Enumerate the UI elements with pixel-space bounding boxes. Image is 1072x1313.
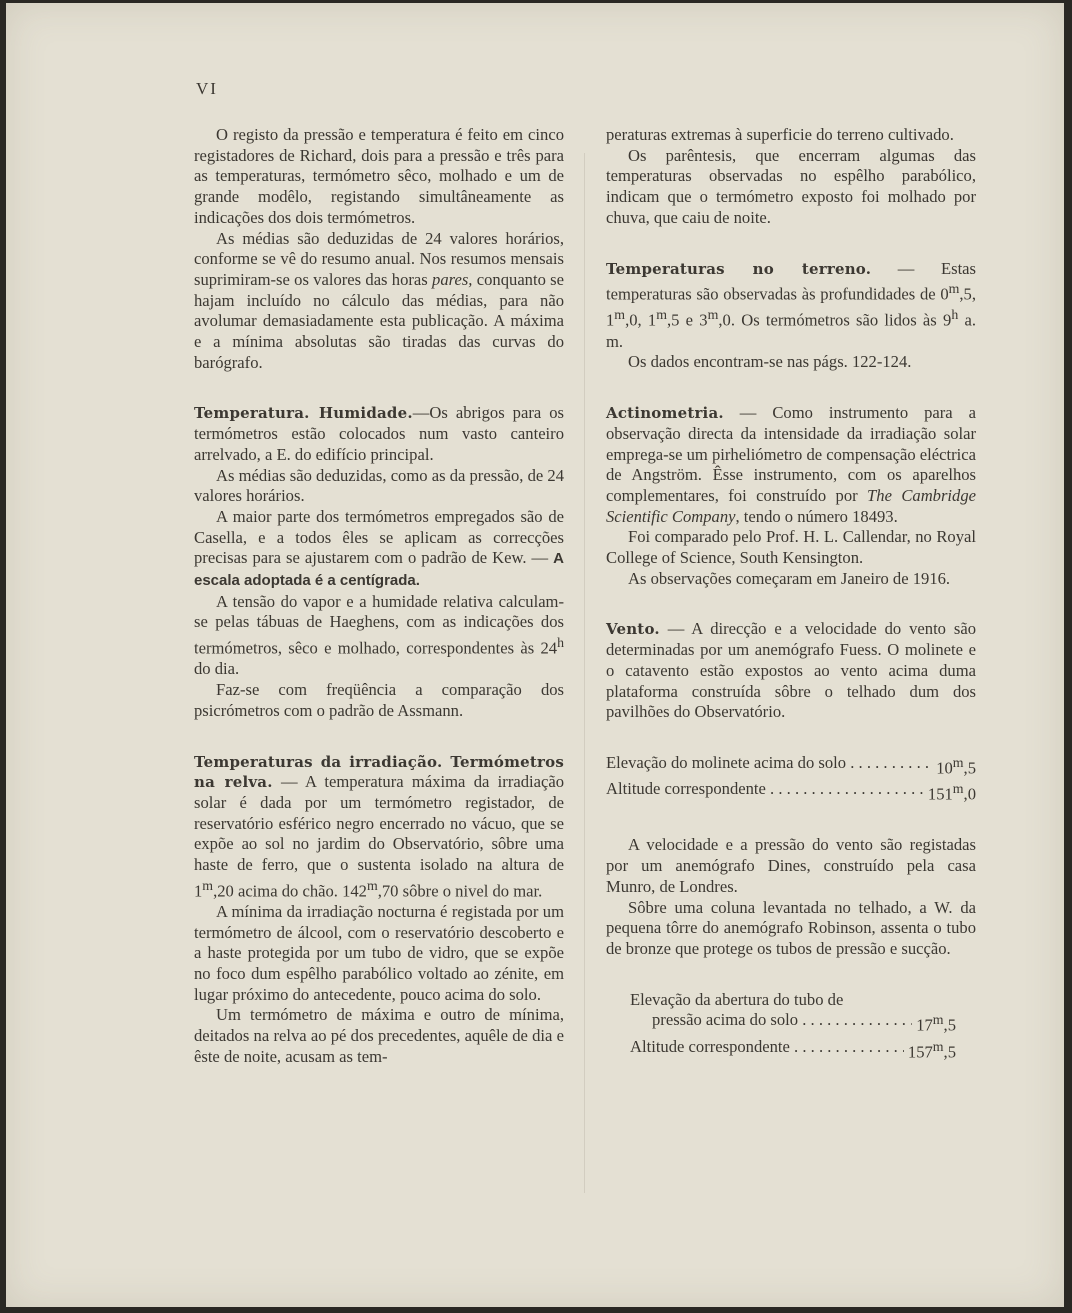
actinometry-paragraph-3: As observações começaram em Janeiro de 1916. [628,568,951,588]
wind-paragraph-3: Sôbre uma coluna levantada no telhado, a W. da pequena tôrre do anemógrafo Robinson, assenta o tubo de bronze que protege os tubos de pressão e sucção. [606,897,976,958]
page [6,3,1064,1307]
table-caption: Elevação da abertura do tubo de [630,989,844,1009]
temperature-paragraph-4: A tensão do vapor e a humidade relativa calculam-se pelas tábuas de Haeghens, com as indicações dos termómetros, sêco e molhado, correspondentes às 24$^h$ do dia. [194,591,564,679]
temperature-paragraph-5: Faz-se com freqüência a comparação dos psicrómetros com o padrão de Assmann. [194,680,564,720]
actinometry-paragraph-2: Foi comparado pelo Prof. H. L. Callendar, no Royal College of Science, South Kensington. [606,527,976,568]
irradiation-section: Temperaturas da irradiação. Termómetros na relva. — A temperatura máxima da irradiação solar é dada por um termómetro registador, de reservatório esférico negro encerrado no vácuo, que se expõe ao sol no jardim do Observatório, sôbre uma haste de ferro, que o sustenta isolado na altura de 1$^m$,20 acima do chão. 142$^m$,70 sôbre o nivel do mar. [194,752,565,901]
column-divider [584,153,585,1193]
left-column [194,125,564,1068]
irradiation-paragraph-2: A mínima da irradiação nocturna é registada por um termómetro de álcool, com o reservatório descoberto e a haste protegida por um tubo de vidro, que se expõe no foco dum espêlho parabólico voltado ao zénite, em lugar próximo do antecedente, pouco acima do solo. [194,901,564,1004]
wind-heading: Vento. [606,620,660,639]
soil-temperature-section: Temperaturas no terreno. — Estas temperaturas são observadas às profundidades de 0$^m$,5, 1$^m$,0, 1$^m$,5 e 3$^m$,0. Os termómetros são lidos às 9$^h$ a. m. [606,258,977,351]
temperature-paragraph-2: As médias são deduzidas, como as da pressão, de 24 valores horários. [194,465,564,506]
right-column [606,125,976,1063]
page-number: VI [196,79,218,98]
pressure-paragraph-1: O registo da pressão e temperatura é feito em cinco registadores de Richard, dois para a pressão e três para as temperaturas, termómetro sêco, molhado e um de grande modêlo, registando simultâneamente as indicações dos dois termómetros. [194,125,564,227]
anemometer-table [606,753,976,805]
continued-paragraph: peraturas extremas à superficie do terreno cultivado. [606,125,954,144]
pressure-paragraph-2: As médias são deduzidas de 24 valores horários, conforme se vê do resumo anual. Nos resumos mensais suprimiram-se os valores das horas pares, conquanto se hajam incluído no cálculo das médias, para não avolumar demasiadamente esta publicação. A máxima e a mínima absolutas são tiradas das curvas do barógrafo. [194,228,564,372]
soil-temperature-heading: Temperaturas no terreno. [606,259,872,278]
temperature-section: Temperatura. Humidade.—Os abrigos para os termómetros estão colocados num vasto canteiro arrelvado, a E. do edifício principal. [194,403,564,464]
temperature-heading: Temperatura. Humidade. [194,404,413,423]
pressure-tube-table [630,990,956,1063]
table-row: Altitude correspondente . . . 151$^m$,0 [606,779,976,805]
actinometry-section: Actinometria. — Como instrumento para a observação directa da intensidade da irradiação solar emprega-se um pirheliómetro de compensação eléctrica de Angström. Êsse instrumento, com os aparelhos complementares, foi construído por The Cambridge Scientific Company, tendo o número 18493. [606,403,976,526]
table-row: Altitude correspondente . . . 157$^m$,5 [630,1037,956,1063]
wind-section: Vento. — A direcção e a velocidade do vento são determinadas por um anemógrafo Fuess. O molinete e o catavento estão expostos ao vento acima duma plataforma construída sôbre o telhado dum dos pavilhões do Observatório. [606,619,976,722]
parenthesis-paragraph: Os parêntesis, que encerram algumas das temperaturas observadas no espêlho parabólico, indicam que o termómetro exposto foi molhado por chuva, que caiu de noite. [606,145,976,227]
irradiation-heading: Temperaturas da irradiação. Termómetros na relva. [194,752,564,792]
actinometry-heading: Actinometria. [606,404,724,423]
table-row: pressão acima do solo . . . 17$^m$,5 [630,1010,956,1036]
wind-paragraph-2: A velocidade e a pressão do vento são registadas por um anemógrafo Dines, construído pela casa Munro, de Londres. [606,835,976,896]
table-row: Elevação do molinete acima do solo . . . 10$^m$,5 [606,753,976,779]
soil-temperature-paragraph-2: Os dados encontram-se nas págs. 122-124. [628,352,912,372]
irradiation-paragraph-3: Um termómetro de máxima e outro de mínima, deitados na relva ao pé dos precedentes, aquêle de dia e êste de noite, acusam as tem- [194,1005,564,1066]
temperature-paragraph-3: A maior parte dos termómetros empregados são de Casella, e a todos êles se aplicam as correcções precisas para se ajustarem com o padrão de Kew. — A escala adoptada é a centígrada. [194,506,564,590]
